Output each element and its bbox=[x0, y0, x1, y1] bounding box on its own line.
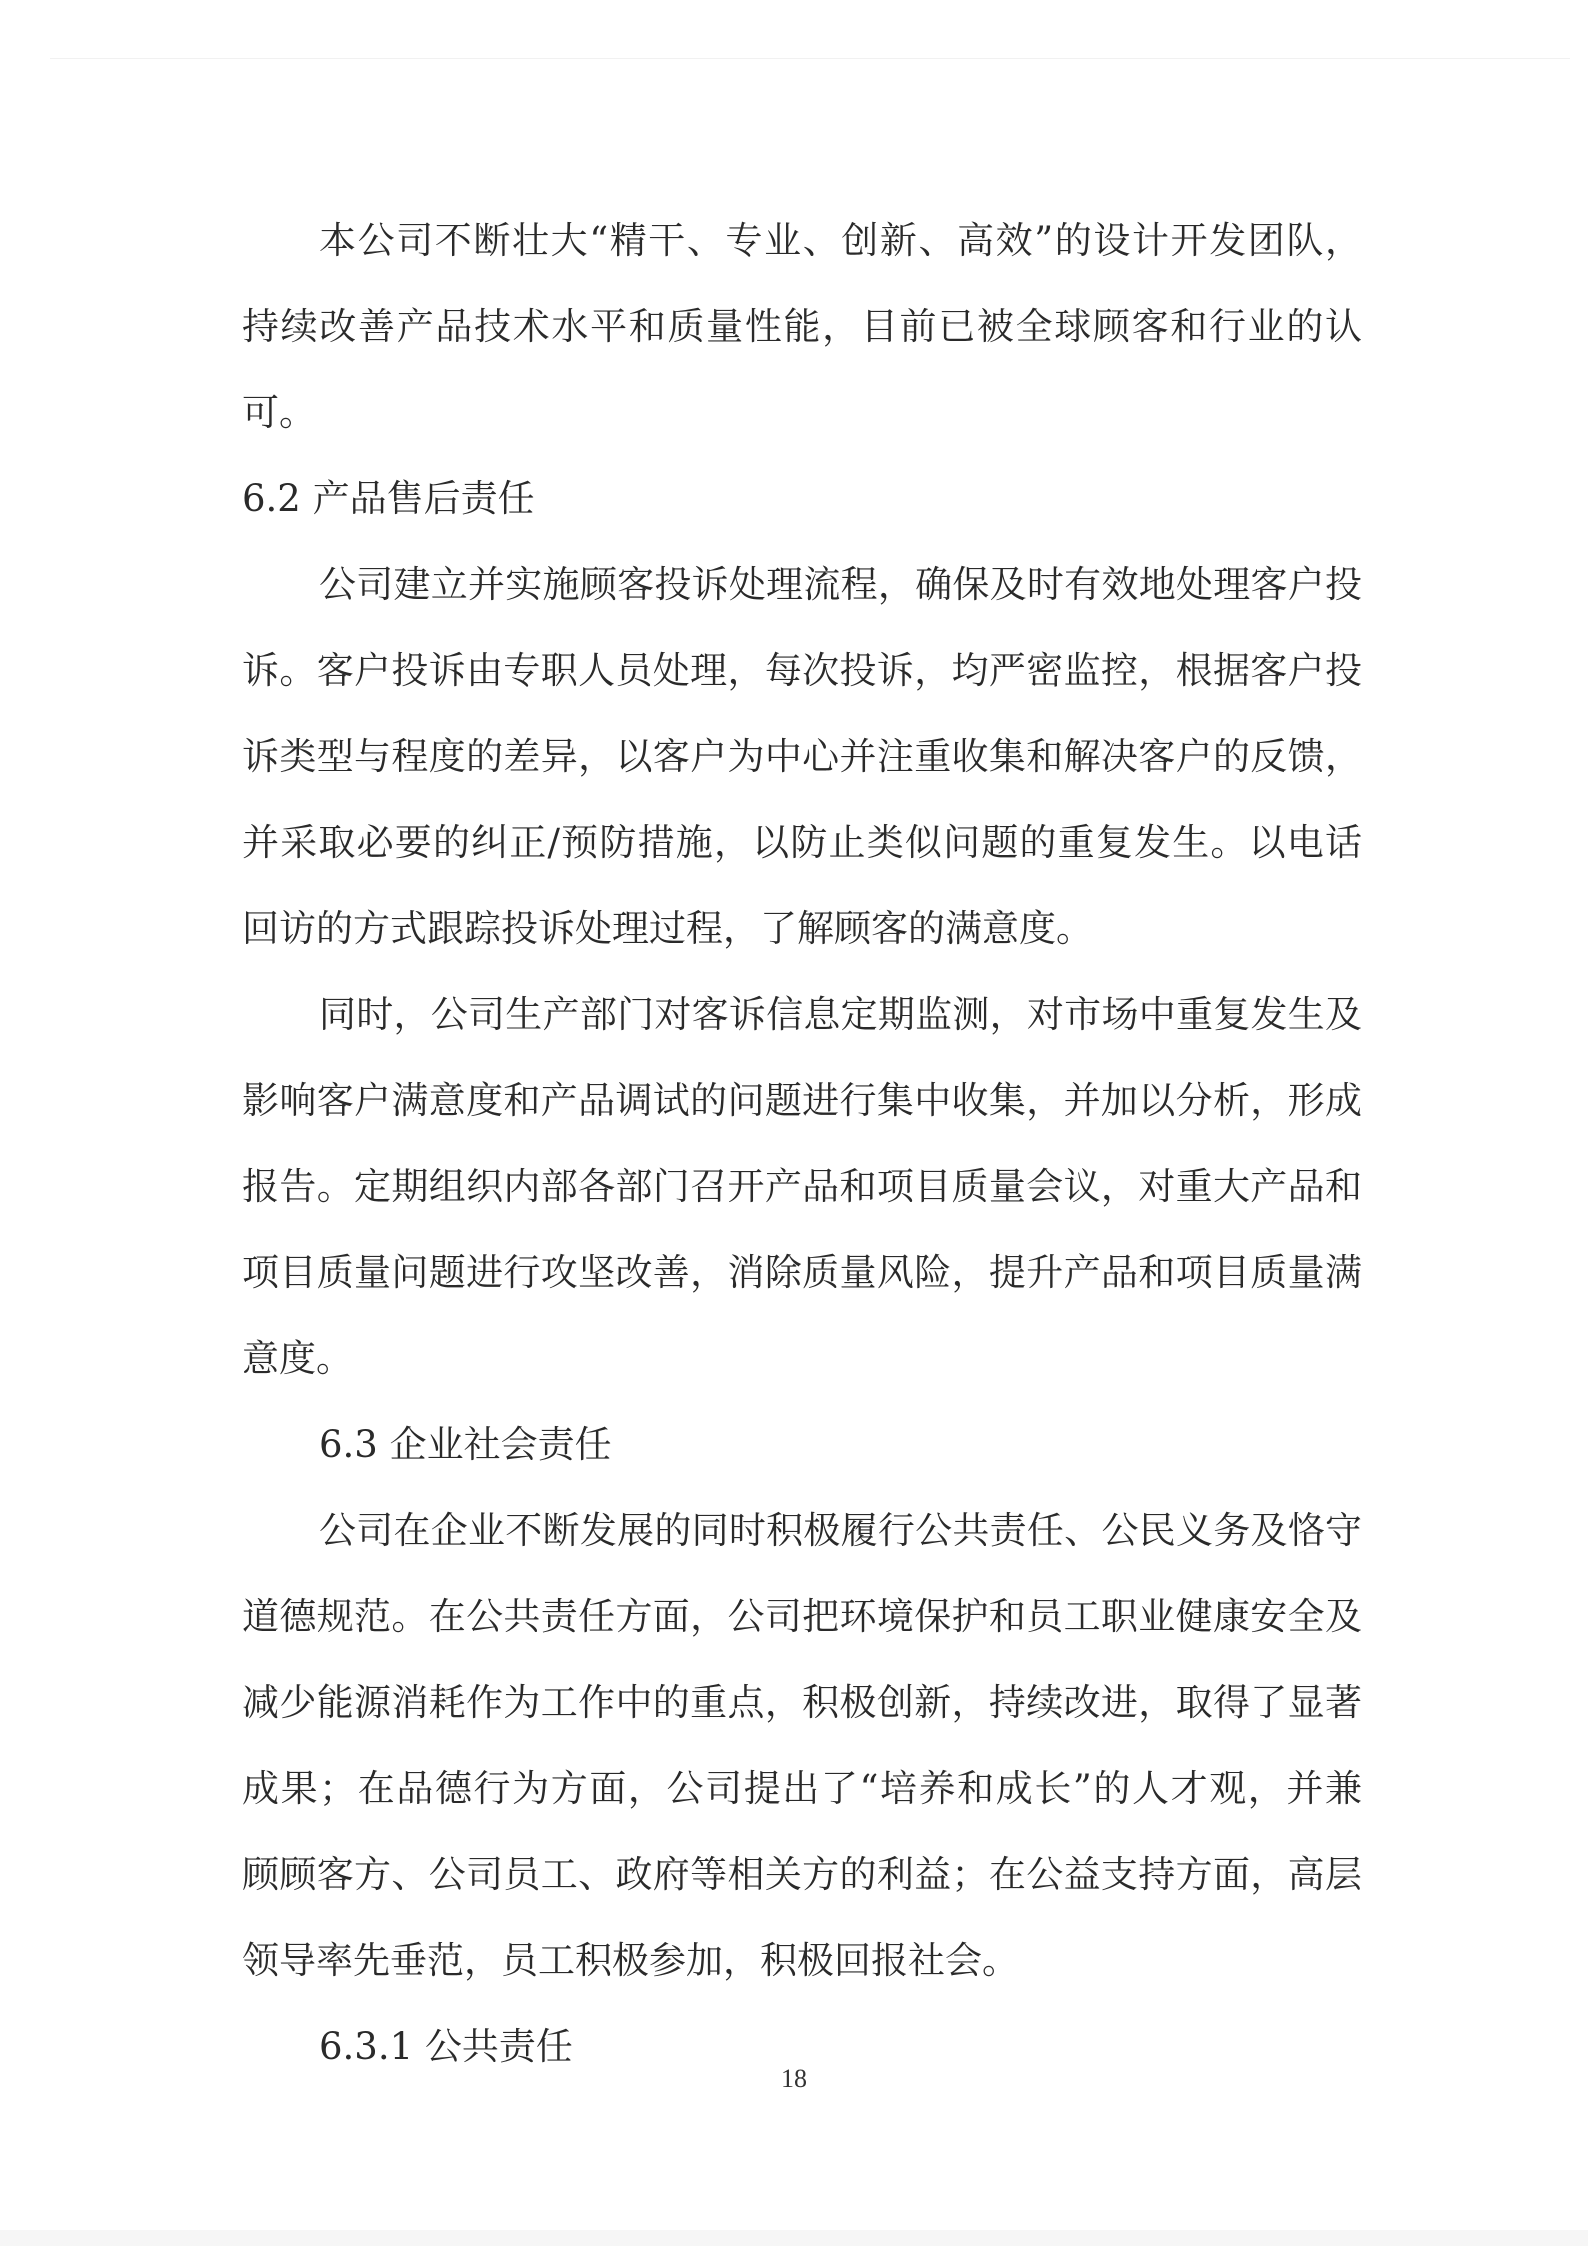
body-line: 持续改善产品技术水平和质量性能，目前已被全球顾客和行业的认 bbox=[242, 305, 1362, 348]
body-line: 诉。客户投诉由专职人员处理，每次投诉，均严密监控，根据客户投 bbox=[242, 649, 1362, 692]
body-line: 减少能源消耗作为工作中的重点，积极创新，持续改进，取得了显著 bbox=[242, 1681, 1362, 1724]
body-line: 同时，公司生产部门对客诉信息定期监测，对市场中重复发生及 bbox=[319, 993, 1362, 1036]
body-line: 公司在企业不断发展的同时积极履行公共责任、公民义务及恪守 bbox=[319, 1509, 1362, 1552]
section-heading-6-3: 6.3 企业社会责任 bbox=[319, 1423, 612, 1466]
body-line: 影响客户满意度和产品调试的问题进行集中收集，并加以分析，形成 bbox=[242, 1079, 1362, 1122]
body-line: 回访的方式跟踪投诉处理过程，了解顾客的满意度。 bbox=[242, 907, 1093, 950]
body-line: 可。 bbox=[242, 391, 316, 434]
body-line: 本公司不断壮大“精干、专业、创新、高效”的设计开发团队， bbox=[319, 219, 1362, 262]
body-line: 领导率先垂范，员工积极参加，积极回报社会。 bbox=[242, 1939, 1019, 1982]
body-line: 公司建立并实施顾客投诉处理流程，确保及时有效地处理客户投 bbox=[319, 563, 1362, 606]
body-line: 并采取必要的纠正/预防措施，以防止类似问题的重复发生。以电话 bbox=[242, 821, 1362, 864]
body-line: 项目质量问题进行攻坚改善，消除质量风险，提升产品和项目质量满 bbox=[242, 1251, 1362, 1294]
scan-edge-bottom bbox=[0, 2230, 1588, 2246]
section-heading-6-2: 6.2 产品售后责任 bbox=[242, 477, 535, 520]
page-number: 18 bbox=[781, 2064, 807, 2093]
body-line: 成果；在品德行为方面，公司提出了“培养和成长”的人才观，并兼 bbox=[242, 1767, 1362, 1810]
body-line: 顾顾客方、公司员工、政府等相关方的利益；在公益支持方面，高层 bbox=[242, 1853, 1362, 1896]
scan-edge-top bbox=[50, 58, 1570, 59]
section-heading-6-3-1: 6.3.1 公共责任 bbox=[319, 2025, 573, 2068]
body-line: 报告。定期组织内部各部门召开产品和项目质量会议，对重大产品和 bbox=[242, 1165, 1362, 1208]
body-line: 道德规范。在公共责任方面，公司把环境保护和员工职业健康安全及 bbox=[242, 1595, 1362, 1638]
document-body bbox=[242, 198, 1362, 2090]
body-line: 诉类型与程度的差异，以客户为中心并注重收集和解决客户的反馈， bbox=[242, 735, 1362, 778]
body-line: 意度。 bbox=[242, 1337, 353, 1380]
